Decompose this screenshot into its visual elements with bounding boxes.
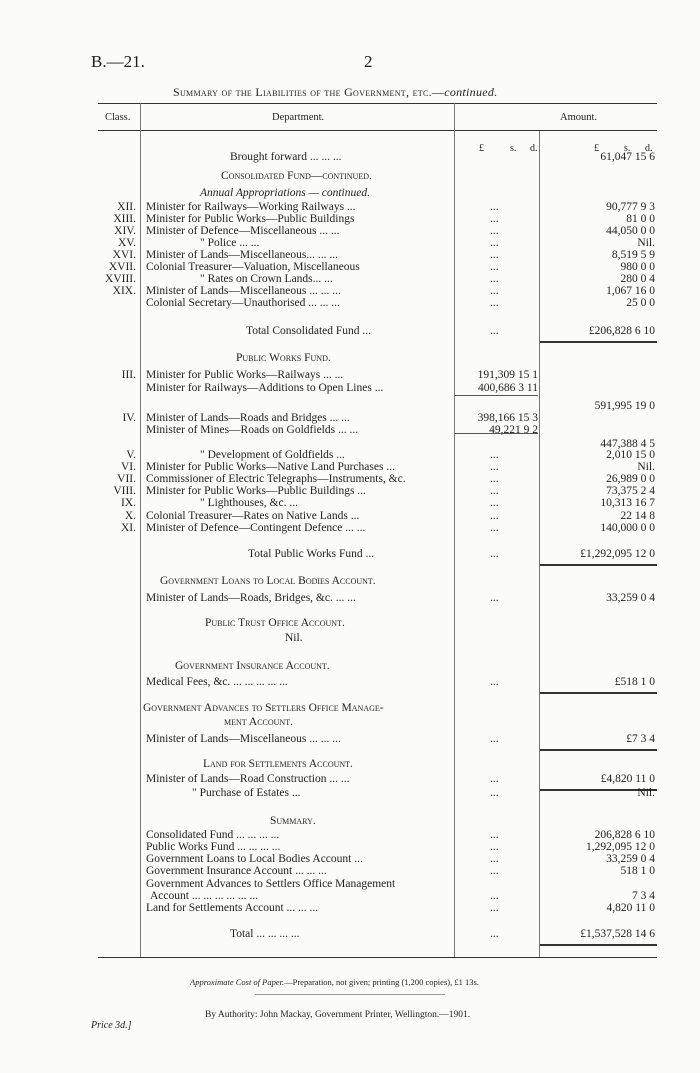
unit-pence-inner: d.: [530, 143, 538, 154]
leader-dots: ...: [490, 213, 499, 225]
department-text: " Rates on Crown Lands... ...: [200, 273, 333, 285]
department-text: Public Works Fund ... ... ... ...: [146, 841, 281, 853]
department-text: Minister of Mines—Roads on Goldfields ... ...: [146, 424, 359, 436]
department-text: Total Public Works Fund ...: [248, 548, 375, 560]
page-title: Summary of the Liabilities of the Government, etc.—continued.: [173, 85, 498, 99]
outer-amount: Nil.: [637, 787, 655, 799]
outer-amount: 33,259 0 4: [606, 853, 655, 865]
class-number: XIV.: [114, 225, 136, 237]
outer-amount: 1,067 16 0: [606, 285, 655, 297]
column-header-department: Department.: [272, 112, 325, 123]
leader-dots: ...: [490, 297, 499, 309]
outer-amount: 447,388 4 5: [600, 438, 655, 450]
department-text: " Development of Goldfields ...: [200, 449, 345, 461]
outer-amount: 33,259 0 4: [606, 592, 655, 604]
table-bottom-rule: [98, 957, 657, 958]
department-text: Brought forward ... ... ...: [230, 151, 342, 163]
outer-amount: 81 0 0: [626, 213, 655, 225]
leader-dots: ...: [490, 285, 499, 297]
page-number: 2: [364, 52, 373, 71]
class-number: XV.: [117, 237, 136, 249]
department-text: Minister of Lands—Miscellaneous ... ... ...: [146, 285, 341, 297]
leader-dots: ...: [490, 261, 499, 273]
department-text: ment Account.: [224, 716, 293, 728]
leader-dots: ...: [490, 449, 499, 461]
class-column-rule: [140, 103, 141, 957]
department-text: Minister for Public Works—Native Land Purchases ...: [146, 461, 395, 473]
leader-dots: ...: [490, 592, 499, 604]
leader-dots: ...: [490, 237, 499, 249]
department-text: Minister of Lands—Miscellaneous ... ... ...: [146, 733, 341, 745]
department-text: Summary.: [270, 815, 316, 827]
total-rule: [540, 341, 657, 343]
department-text: Account ... ... ... ... ... ...: [150, 890, 258, 902]
class-number: V.: [126, 449, 136, 461]
leader-dots: ...: [490, 201, 499, 213]
subtotal-rule: [455, 395, 538, 396]
leader-dots: ...: [490, 787, 499, 799]
class-number: XVII.: [108, 261, 136, 273]
department-text: Government Loans to Local Bodies Account.: [160, 575, 376, 587]
department-text: " Purchase of Estates ...: [192, 787, 301, 799]
outer-amount: 22 14 8: [620, 510, 655, 522]
department-text: Land for Settlements Account ... ... ...: [146, 902, 319, 914]
outer-amount: 73,375 2 4: [606, 485, 655, 497]
outer-amount: 980 0 0: [620, 261, 655, 273]
department-text: Public Works Fund.: [236, 352, 331, 364]
outer-amount: 25 0 0: [626, 297, 655, 309]
outer-amount: £1,537,528 14 6: [580, 928, 655, 940]
outer-amount: 4,820 11 0: [606, 902, 655, 914]
outer-amount: Nil.: [637, 237, 655, 249]
outer-amount: 140,000 0 0: [600, 522, 655, 534]
outer-amount: £206,828 6 10: [588, 325, 655, 337]
class-number: IV.: [122, 412, 136, 424]
unit-shillings-inner: s.: [510, 143, 517, 154]
total-rule: [540, 692, 657, 694]
leader-dots: ...: [490, 485, 499, 497]
department-text: Colonial Treasurer—Valuation, Miscellaneous: [146, 261, 360, 273]
department-text: Government Insurance Account.: [175, 660, 330, 672]
document-reference: B.—21.: [91, 52, 145, 71]
department-text: Consolidated Fund ... ... ... ...: [146, 829, 280, 841]
unit-shillings-outer: s.: [624, 143, 631, 154]
outer-amount: 2,010 15 0: [606, 449, 655, 461]
footnote: Approximate Cost of Paper.—Preparation, not given; printing (1,200 copies), £1 13s.: [190, 977, 479, 987]
leader-dots: ...: [490, 773, 499, 785]
class-number: XVI.: [112, 249, 136, 261]
outer-amount: £7 3 4: [626, 733, 655, 745]
outer-amount: 61,047 15 6: [600, 151, 655, 163]
total-rule: [540, 749, 657, 751]
class-number: XI.: [120, 522, 136, 534]
class-number: VII.: [117, 473, 136, 485]
department-text: " Lighthouses, &c. ...: [200, 497, 298, 509]
class-number: IX.: [120, 497, 136, 509]
leader-dots: ...: [490, 249, 499, 261]
class-number: III.: [121, 369, 136, 381]
department-text: Minister for Railways—Working Railways ...: [146, 201, 356, 213]
total-rule: [540, 944, 657, 946]
department-text: Government Advances to Settlers Office Manage-: [143, 702, 384, 714]
outer-amount: 206,828 6 10: [594, 829, 655, 841]
department-text: Colonial Treasurer—Rates on Native Lands ...: [146, 510, 360, 522]
outer-amount: Nil.: [637, 461, 655, 473]
department-text: " Police ... ...: [200, 237, 260, 249]
department-text: Government Insurance Account ... ... ...: [146, 865, 327, 877]
unit-pounds-outer: £: [594, 143, 599, 154]
department-text: Public Trust Office Account.: [205, 617, 345, 629]
leader-dots: ...: [490, 928, 499, 940]
department-text: Minister of Lands—Roads, Bridges, &c. ... ...: [146, 592, 356, 604]
leader-dots: ...: [490, 522, 499, 534]
leader-dots: ...: [490, 273, 499, 285]
inner-amount: 398,166 15 3: [477, 412, 538, 424]
inner-amount: 400,686 3 11: [478, 382, 538, 394]
table-top-rule: [98, 103, 657, 104]
unit-pounds-inner: £: [479, 143, 484, 154]
leader-dots: ...: [490, 325, 499, 337]
outer-amount: 90,777 9 3: [606, 201, 655, 213]
department-text: Land for Settlements Account.: [203, 758, 353, 770]
department-text: Government Loans to Local Bodies Account ...: [146, 853, 363, 865]
inner-amount: 191,309 15 1: [477, 369, 538, 381]
outer-amount: 26,989 0 0: [606, 473, 655, 485]
leader-dots: ...: [490, 473, 499, 485]
leader-dots: ...: [490, 510, 499, 522]
leader-dots: ...: [490, 841, 499, 853]
printer-authority: By Authority: John Mackay, Government Printer, Wellington.—1901.: [205, 1010, 471, 1020]
outer-amount: 44,050 0 0: [606, 225, 655, 237]
department-text: Minister of Lands—Roads and Bridges ... ...: [146, 412, 350, 424]
department-text: Consolidated Fund—continued.: [221, 170, 372, 182]
class-number: XIII.: [113, 213, 136, 225]
leader-dots: ...: [490, 225, 499, 237]
leader-dots: ...: [490, 548, 499, 560]
leader-dots: ...: [490, 461, 499, 473]
subtotal-rule: [455, 433, 538, 434]
unit-pence-outer: d.: [645, 143, 653, 154]
footer-rule: [255, 994, 445, 995]
department-text: Minister for Public Works—Public Buildings ...: [146, 485, 366, 497]
outer-amount: £4,820 11 0: [600, 773, 655, 785]
leader-dots: ...: [490, 902, 499, 914]
department-column-rule: [454, 103, 455, 957]
outer-amount: 8,519 5 9: [611, 249, 655, 261]
leader-dots: ...: [490, 676, 499, 688]
price: Price 3d.]: [91, 1020, 132, 1031]
total-rule: [540, 564, 657, 566]
column-header-amount: Amount.: [560, 112, 598, 123]
column-header-class: Class.: [105, 112, 131, 123]
header-bottom-rule: [98, 130, 657, 131]
department-text: Annual Appropriations — continued.: [200, 187, 370, 199]
leader-dots: ...: [490, 890, 499, 902]
leader-dots: ...: [490, 829, 499, 841]
class-number: XIX.: [112, 285, 136, 297]
department-text: Minister of Lands—Road Construction ... ...: [146, 773, 350, 785]
department-text: Minister for Railways—Additions to Open Lines ...: [146, 382, 384, 394]
department-text: Colonial Secretary—Unauthorised ... ... ...: [146, 297, 340, 309]
outer-amount: 280 0 4: [620, 273, 655, 285]
leader-dots: ...: [490, 853, 499, 865]
class-number: XII.: [117, 201, 136, 213]
class-number: VI.: [120, 461, 136, 473]
outer-amount: £1,292,095 12 0: [580, 548, 655, 560]
department-text: Nil.: [285, 632, 303, 644]
outer-amount: 1,292,095 12 0: [586, 841, 655, 853]
department-text: Minister for Public Works—Public Buildings: [146, 213, 355, 225]
department-text: Government Advances to Settlers Office Management: [146, 878, 396, 890]
inner-amount: 49,221 9 2: [489, 424, 538, 436]
department-text: Medical Fees, &c. ... ... ... ... ...: [146, 676, 288, 688]
department-text: Total ... ... ... ...: [230, 928, 300, 940]
class-number: XVIII.: [105, 273, 136, 285]
department-text: Minister of Lands—Miscellaneous... ... ...: [146, 249, 338, 261]
department-text: Minister of Defence—Miscellaneous ... ...: [146, 225, 340, 237]
outer-amount: 10,313 16 7: [600, 497, 655, 509]
outer-amount: 591,995 19 0: [594, 400, 655, 412]
leader-dots: ...: [490, 733, 499, 745]
class-number: VIII.: [113, 485, 136, 497]
outer-amount: 518 1 0: [620, 865, 655, 877]
department-text: Commissioner of Electric Telegraphs—Instruments, &c.: [146, 473, 406, 485]
outer-amount: £518 1 0: [614, 676, 655, 688]
department-text: Minister for Public Works—Railways ... ...: [146, 369, 344, 381]
department-text: Total Consolidated Fund ...: [246, 325, 372, 337]
class-number: X.: [124, 510, 136, 522]
outer-amount: 7 3 4: [632, 890, 655, 902]
department-text: Minister of Defence—Contingent Defence ... ...: [146, 522, 366, 534]
leader-dots: ...: [490, 497, 499, 509]
leader-dots: ...: [490, 865, 499, 877]
